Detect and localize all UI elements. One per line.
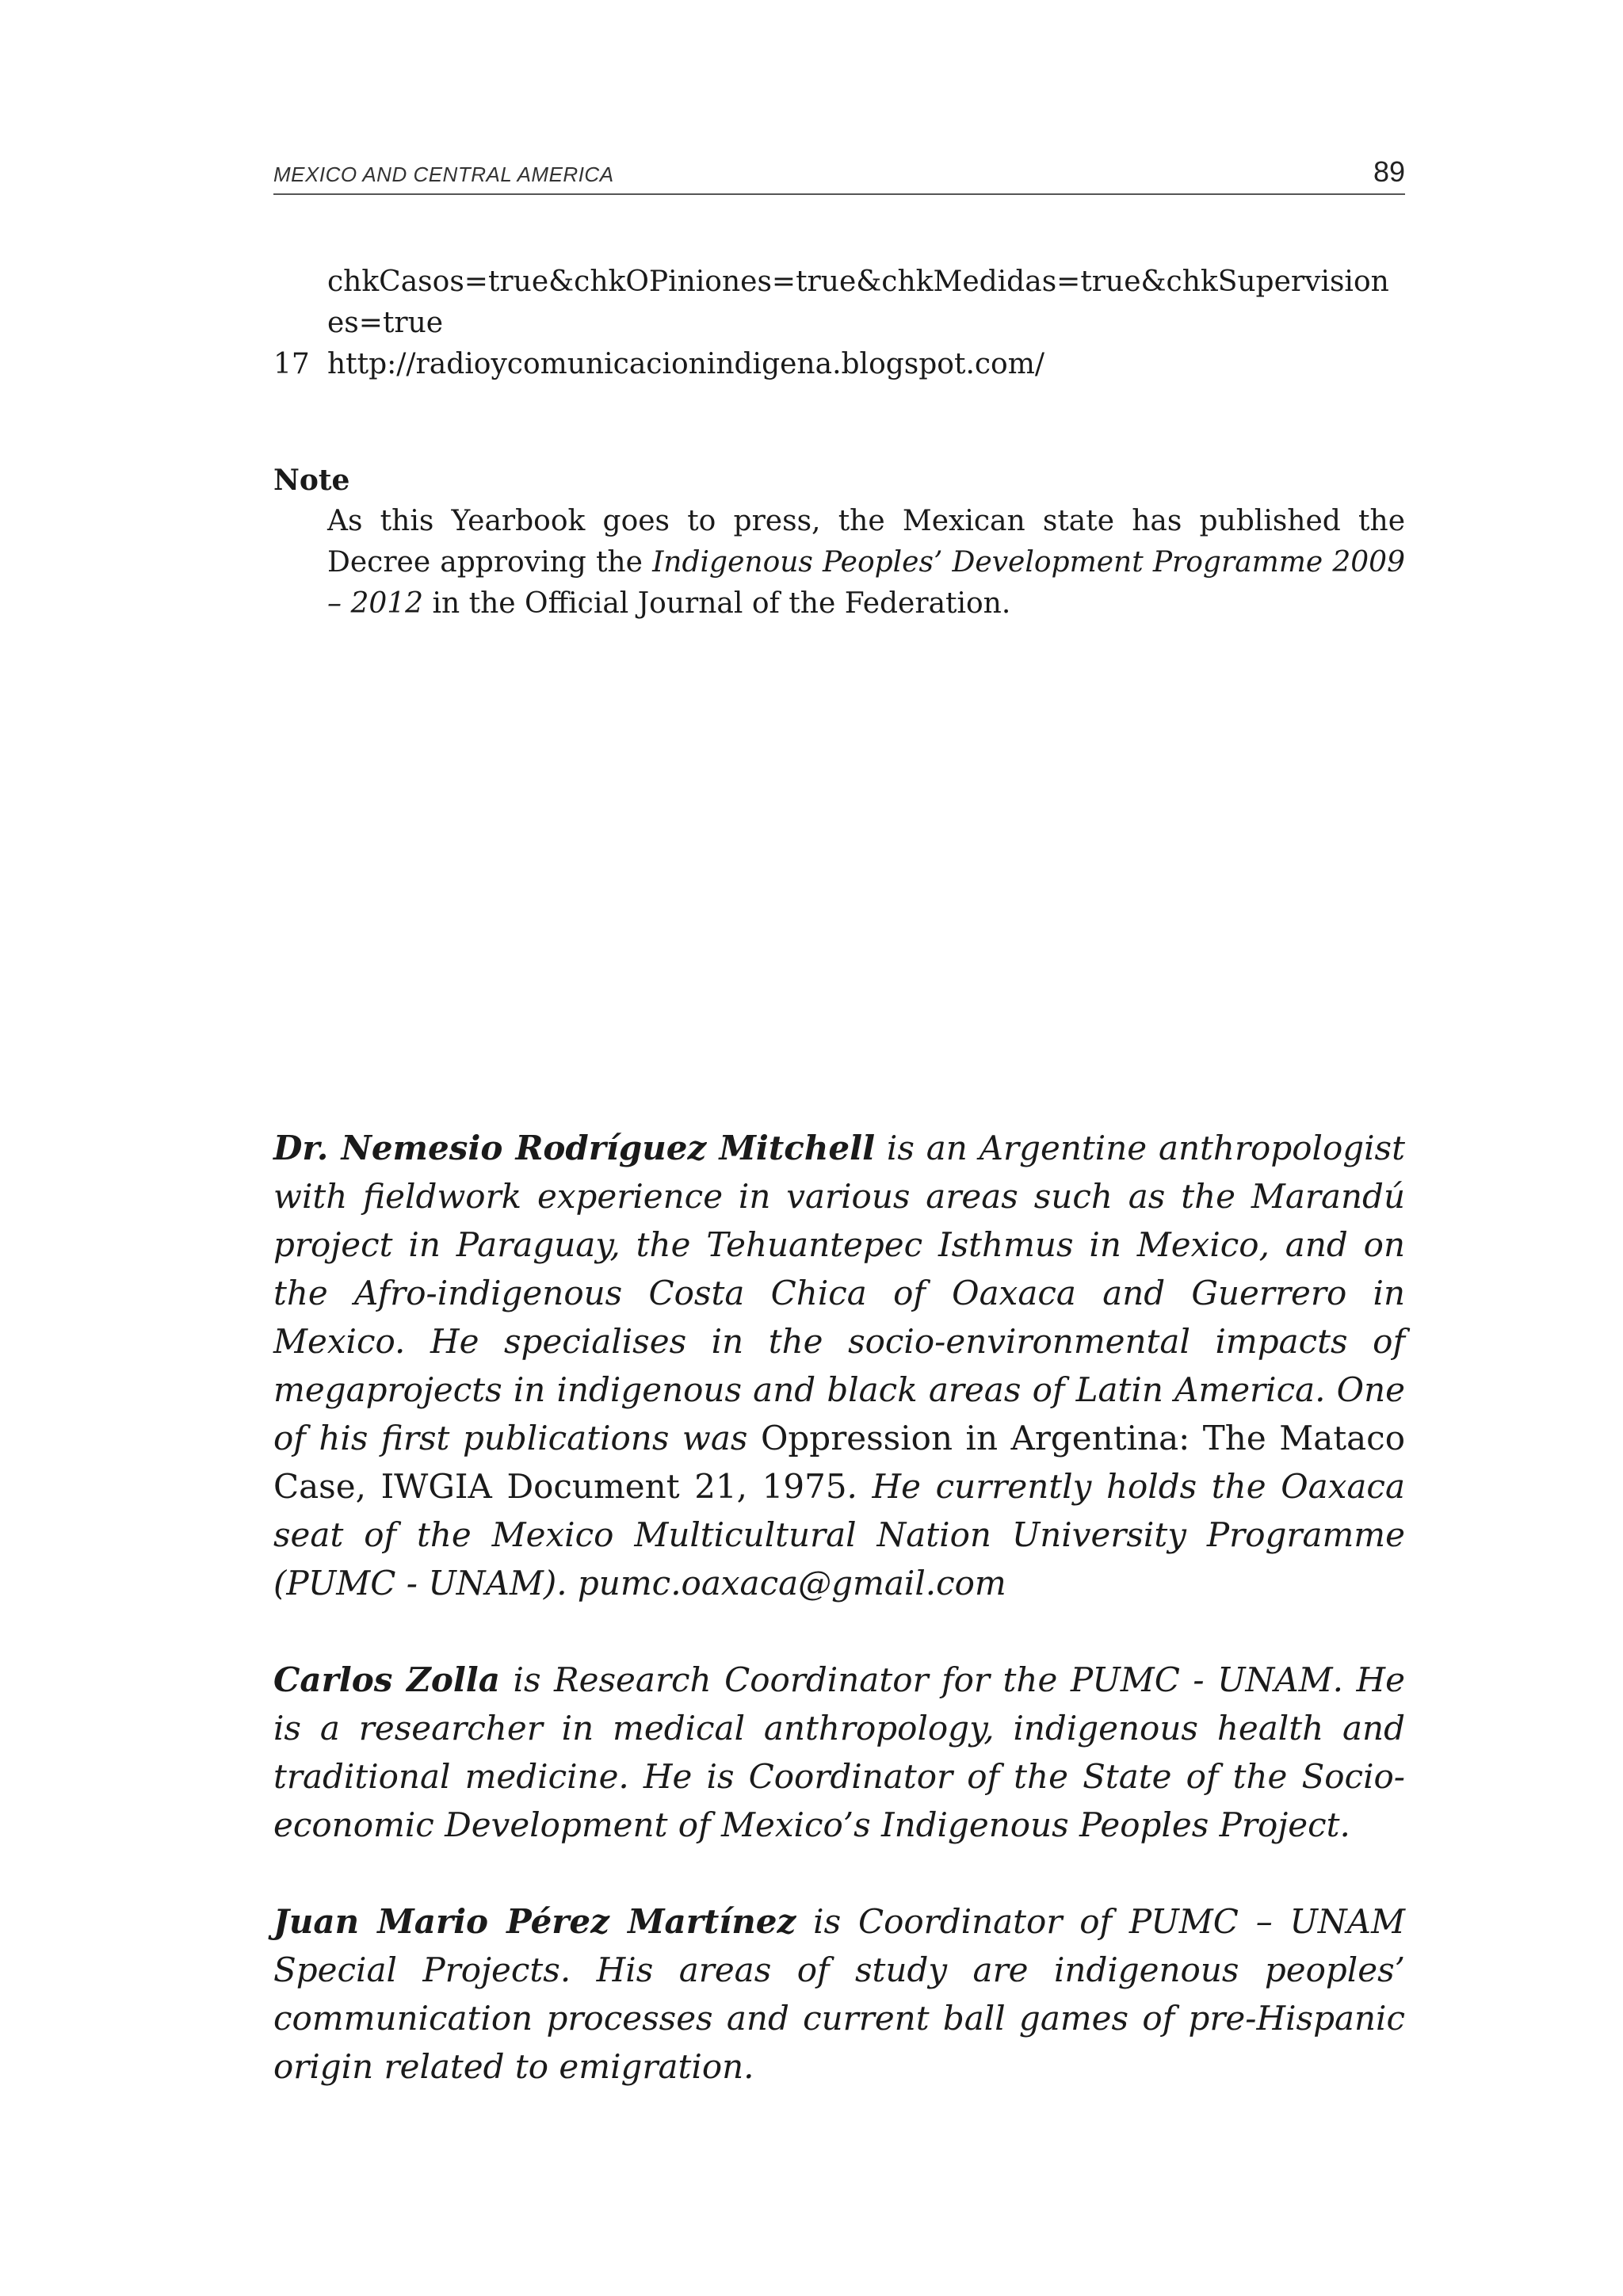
note-body (327, 501, 1405, 625)
bio-email-link[interactable]: pumc.oaxaca@gmail.com (577, 1564, 1006, 1603)
endnote-item (273, 344, 1405, 385)
running-header (273, 149, 1405, 195)
note-block (273, 460, 1405, 625)
bio-perez-martinez (273, 1897, 1405, 2091)
note-programme-title: Indigenous Peoples’ Development Programme 2009 – 2012 (327, 546, 1405, 620)
note-heading: Note (273, 464, 350, 497)
bio-zolla (273, 1656, 1405, 1849)
endnote-link[interactable]: http://radioycomunicacionindigena.blogspot.com/ (327, 348, 1044, 380)
bio-publication-title: Oppression in Argentina: The Mataco Case, IWGIA Document 21, 1975 (273, 1419, 1405, 1506)
note-text-after: in the Official Journal of the Federation. (423, 587, 1011, 620)
note-text-before: As this Yearbook goes to press, the Mexican state has published the Decree approving the (327, 505, 1405, 579)
page-number: 89 (1373, 155, 1405, 188)
bio-text: is an Argentine anthropologist with fieldwork experience in various areas such as the Marandú project in Paraguay, the Tehuantepec Isthmus in Mexico, and on the Afro-indigenous Costa Chica of Oaxaca and Guerrero in Mexico. He specialises in the socio-environmental impacts of megaprojects in indigenous and black areas of Latin America. One of his first publications was (273, 1129, 1405, 1457)
author-biographies (273, 1124, 1405, 2139)
bio-text: is Research Coordinator for the PUMC - UNAM. He is a researcher in medical anthropology, indigenous health and traditional medicine. He is Coordinator of the State of the Socio-economic Development of Mexico’s Indigenous Peoples Project. (273, 1660, 1405, 1844)
bio-rodriguez-mitchell (273, 1124, 1405, 1607)
bio-name: Juan Mario Pérez Martínez (273, 1902, 796, 1941)
endnote-continuation: chkCasos=true&chkOPiniones=true&chkMedidas=true&chkSupervisiones=true (327, 266, 1389, 339)
bio-name: Dr. Nemesio Rodríguez Mitchell (273, 1129, 876, 1167)
bio-text: is Coordinator of PUMC – UNAM Special Projects. His areas of study are indigenous peoples’ communication processes and current ball games of pre-Hispanic origin related to emigration. (273, 1902, 1406, 2086)
bio-name: Carlos Zolla (273, 1660, 500, 1699)
endnotes (273, 262, 1405, 385)
bio-text: . He currently holds the Oaxaca seat of the Mexico Multicultural Nation University Programme (PUMC - UNAM). (273, 1467, 1405, 1603)
endnote-number: 17 (273, 348, 310, 380)
running-header-title: MEXICO AND CENTRAL AMERICA (273, 162, 614, 186)
